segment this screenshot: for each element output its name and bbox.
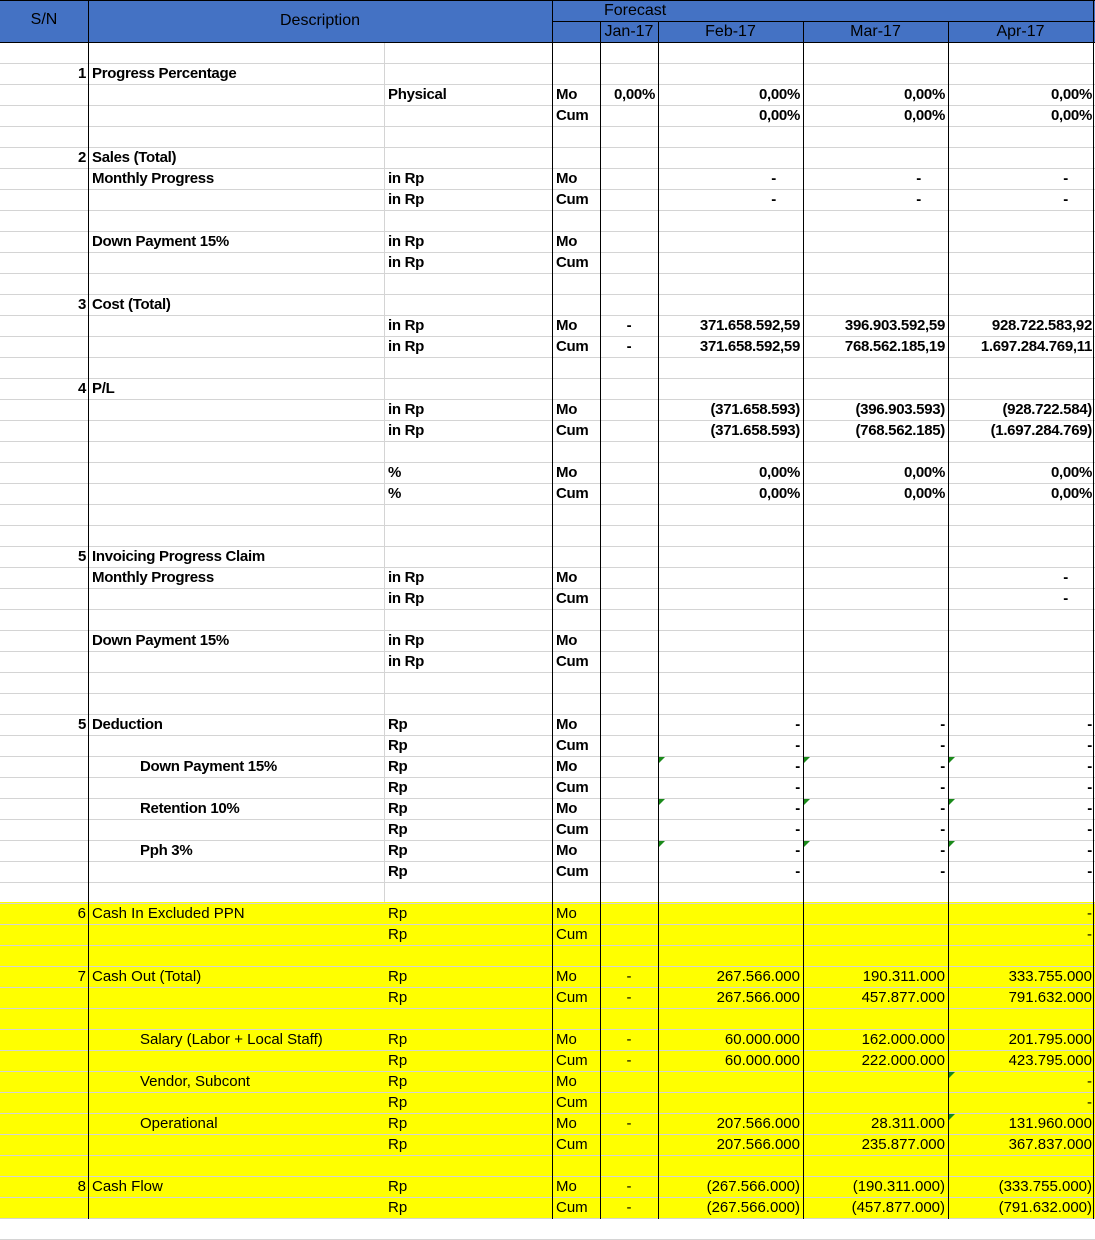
row-unit: in Rp	[388, 653, 424, 670]
value-feb: 0,00%	[758, 485, 800, 502]
value-jan: -	[626, 317, 632, 334]
value-apr: -	[1087, 737, 1092, 754]
value-mar: -	[940, 737, 945, 754]
value-apr: (1.697.284.769)	[990, 422, 1092, 439]
row-unit: Rp	[388, 1031, 408, 1048]
value-mar: (190.311.000)	[852, 1178, 945, 1195]
value-mar: 396.903.592,59	[844, 317, 945, 334]
value-mar: (457.877.000)	[851, 1199, 945, 1216]
table-row	[0, 651, 1095, 672]
row-sub-description: Down Payment 15%	[140, 758, 277, 775]
value-jan: -	[626, 968, 632, 985]
value-feb: (371.658.593)	[710, 401, 800, 418]
table-row	[0, 777, 1095, 798]
value-feb: 0,00%	[758, 464, 800, 481]
value-feb: -	[795, 779, 800, 796]
row-description: Cash In Excluded PPN	[92, 905, 245, 922]
value-mar: 0,00%	[903, 464, 945, 481]
gridline	[0, 693, 1095, 694]
value-mar: (768.562.185)	[855, 422, 945, 439]
cell-comment-marker	[804, 757, 810, 763]
row-mo-cum: Cum	[556, 1052, 588, 1069]
row-description: P/L	[92, 380, 115, 397]
value-jan: -	[626, 1052, 632, 1069]
value-feb: -	[795, 842, 800, 859]
gridline	[0, 882, 1095, 883]
value-mar: -	[940, 716, 945, 733]
value-feb: (267.566.000)	[706, 1178, 800, 1195]
value-apr: -	[1087, 1094, 1092, 1111]
table-row	[0, 84, 1095, 105]
table-row	[0, 987, 1095, 1008]
gridline	[0, 273, 1095, 274]
border-top	[0, 0, 1095, 1]
row-mo-cum: Cum	[556, 1094, 588, 1111]
header-month-mar: Mar-17	[850, 23, 901, 40]
value-mar: 0,00%	[903, 107, 945, 124]
value-mar: 0,00%	[903, 485, 945, 502]
gridline	[0, 357, 1095, 358]
value-mar: 0,00%	[903, 86, 945, 103]
row-mo-cum: Mo	[556, 842, 578, 859]
row-unit: in Rp	[388, 590, 424, 607]
value-apr: (333.755.000)	[998, 1178, 1092, 1195]
row-unit: Rp	[388, 863, 408, 880]
value-apr: -	[1063, 590, 1068, 607]
table-row	[0, 420, 1095, 441]
value-apr: 928.722.583,92	[991, 317, 1092, 334]
row-unit: Rp	[388, 968, 408, 985]
row-mo-cum: Mo	[556, 968, 577, 985]
table-row	[0, 462, 1095, 483]
value-apr: -	[1087, 716, 1092, 733]
row-description: Monthly Progress	[92, 569, 214, 586]
table-row	[0, 294, 1095, 315]
row-unit: Rp	[388, 1115, 408, 1132]
row-unit: in Rp	[388, 254, 424, 271]
value-feb: -	[795, 863, 800, 880]
row-mo-cum: Cum	[556, 107, 589, 124]
row-unit: Rp	[388, 1136, 408, 1153]
cell-comment-marker	[659, 841, 665, 847]
row-unit: Rp	[388, 821, 408, 838]
row-unit: Rp	[388, 1178, 408, 1195]
value-apr: 791.632.000	[1008, 989, 1092, 1006]
row-mo-cum: Mo	[556, 1115, 577, 1132]
row-mo-cum: Mo	[556, 317, 578, 334]
table-row	[0, 105, 1095, 126]
gridline	[0, 1155, 1095, 1156]
row-mo-cum: Cum	[556, 779, 589, 796]
row-mo-cum: Cum	[556, 926, 588, 943]
value-apr: -	[1087, 800, 1092, 817]
row-mo-cum: Cum	[556, 422, 589, 439]
row-unit: %	[388, 464, 402, 481]
table-row	[0, 798, 1095, 819]
row-unit: in Rp	[388, 317, 424, 334]
value-mar: 190.311.000	[862, 968, 945, 985]
row-unit: in Rp	[388, 569, 424, 586]
table-row	[0, 63, 1095, 84]
table-row	[0, 630, 1095, 651]
value-mar: 222.000.000	[861, 1052, 945, 1069]
row-description: Cash Flow	[92, 1178, 163, 1195]
value-mar: -	[940, 863, 945, 880]
value-mar: -	[940, 800, 945, 817]
table-row	[0, 588, 1095, 609]
gridline	[0, 525, 1095, 526]
row-mo-cum: Mo	[556, 758, 578, 775]
row-sub-description: Vendor, Subcont	[140, 1073, 251, 1090]
border-forecast-bottom	[552, 21, 1095, 22]
table-row	[0, 840, 1095, 861]
table-row	[0, 861, 1095, 882]
value-apr: -	[1087, 842, 1092, 859]
table-row	[0, 378, 1095, 399]
value-feb: -	[795, 737, 800, 754]
value-mar: 768.562.185,19	[844, 338, 945, 355]
row-mo-cum: Mo	[556, 1031, 577, 1048]
header-sn: S/N	[30, 11, 58, 28]
value-apr: -	[1087, 905, 1092, 922]
cell-comment-marker	[949, 1114, 955, 1120]
row-sub-description: Operational	[140, 1115, 218, 1132]
row-unit: Rp	[388, 905, 408, 922]
row-description: Cash Out (Total)	[92, 968, 202, 985]
table-row	[0, 1050, 1095, 1071]
row-mo-cum: Cum	[556, 1136, 588, 1153]
gridline	[0, 672, 1095, 673]
header-month-feb: Feb-17	[705, 23, 756, 40]
row-description: Monthly Progress	[92, 170, 214, 187]
value-apr: -	[1087, 821, 1092, 838]
row-unit: Rp	[388, 737, 408, 754]
value-mar: 162.000.000	[861, 1031, 945, 1048]
cell-comment-marker	[659, 799, 665, 805]
value-apr: 201.795.000	[1008, 1031, 1092, 1048]
row-mo-cum: Mo	[556, 800, 578, 817]
value-feb: 207.566.000	[716, 1115, 800, 1132]
row-number: 5	[77, 716, 86, 733]
row-unit: Rp	[388, 779, 408, 796]
table-row	[0, 399, 1095, 420]
table-row	[0, 336, 1095, 357]
value-mar: 235.877.000	[861, 1136, 945, 1153]
row-number: 4	[77, 380, 86, 397]
value-feb: -	[795, 758, 800, 775]
row-mo-cum: Cum	[556, 863, 589, 880]
gridline	[0, 609, 1095, 610]
table-row	[0, 1113, 1095, 1134]
row-unit: in Rp	[388, 170, 424, 187]
value-feb: -	[795, 800, 800, 817]
table-row	[0, 735, 1095, 756]
row-mo-cum: Cum	[556, 254, 589, 271]
value-apr: 1.697.284.769,11	[980, 338, 1092, 355]
table-row	[0, 189, 1095, 210]
row-description: Deduction	[92, 716, 163, 733]
row-mo-cum: Cum	[556, 1199, 588, 1216]
value-apr: (791.632.000)	[998, 1199, 1092, 1216]
row-description: Down Payment 15%	[92, 233, 229, 250]
row-mo-cum: Cum	[556, 338, 589, 355]
table-row	[0, 1176, 1095, 1197]
value-mar: -	[940, 821, 945, 838]
value-apr: -	[1087, 779, 1092, 796]
row-description: Invoicing Progress Claim	[92, 548, 265, 565]
value-mar: -	[916, 191, 921, 208]
value-apr: 131.960.000	[1008, 1115, 1092, 1132]
value-feb: 0,00%	[758, 86, 800, 103]
value-mar: -	[940, 779, 945, 796]
row-unit: Rp	[388, 842, 408, 859]
header-forecast: Forecast	[604, 2, 667, 19]
row-mo-cum: Cum	[556, 653, 589, 670]
row-mo-cum: Mo	[556, 86, 578, 103]
row-unit: Rp	[388, 1052, 408, 1069]
row-number: 1	[77, 65, 86, 82]
row-unit: in Rp	[388, 191, 424, 208]
value-apr: -	[1087, 1073, 1092, 1090]
table-row	[0, 168, 1095, 189]
row-mo-cum: Mo	[556, 905, 577, 922]
value-apr: 333.755.000	[1008, 968, 1092, 985]
row-mo-cum: Mo	[556, 233, 578, 250]
value-apr: 367.837.000	[1008, 1136, 1092, 1153]
value-apr: 423.795.000	[1008, 1052, 1092, 1069]
row-number: 3	[77, 296, 86, 313]
value-apr: 0,00%	[1050, 86, 1092, 103]
row-unit: in Rp	[388, 422, 424, 439]
value-feb: 371.658.592,59	[699, 338, 800, 355]
row-sub-description: Salary (Labor + Local Staff)	[140, 1031, 323, 1048]
row-unit: in Rp	[388, 632, 424, 649]
row-description: Progress Percentage	[92, 65, 237, 82]
row-description: Sales (Total)	[92, 149, 177, 166]
table-row	[0, 756, 1095, 777]
table-row	[0, 1197, 1095, 1218]
row-mo-cum: Mo	[556, 632, 578, 649]
value-feb: -	[771, 191, 776, 208]
row-description: Down Payment 15%	[92, 632, 229, 649]
row-number: 2	[77, 149, 86, 166]
value-feb: -	[771, 170, 776, 187]
border-header-bottom	[0, 42, 1095, 43]
row-description: Cost (Total)	[92, 296, 171, 313]
gridline	[0, 1008, 1095, 1009]
value-apr: 0,00%	[1050, 464, 1092, 481]
row-unit: Physical	[388, 86, 447, 103]
row-mo-cum: Cum	[556, 821, 589, 838]
table-row	[0, 924, 1095, 945]
value-feb: 267.566.000	[716, 968, 800, 985]
table-row	[0, 714, 1095, 735]
value-apr: -	[1063, 191, 1068, 208]
row-mo-cum: Cum	[556, 191, 589, 208]
value-jan: -	[626, 338, 632, 355]
value-feb: 267.566.000	[716, 989, 800, 1006]
value-mar: -	[940, 842, 945, 859]
value-feb: 207.566.000	[716, 1136, 800, 1153]
table-row	[0, 252, 1095, 273]
row-unit: Rp	[388, 800, 408, 817]
value-feb: (371.658.593)	[710, 422, 800, 439]
table-row	[0, 1071, 1095, 1092]
row-number: 5	[77, 548, 86, 565]
gridline	[0, 504, 1095, 505]
row-mo-cum: Cum	[556, 485, 589, 502]
row-number: 6	[77, 905, 86, 922]
cell-comment-marker	[804, 799, 810, 805]
value-apr: 0,00%	[1050, 485, 1092, 502]
table-row	[0, 147, 1095, 168]
header-month-apr: Apr-17	[996, 23, 1045, 40]
gridline	[0, 126, 1095, 127]
table-row	[0, 1029, 1095, 1050]
row-mo-cum: Cum	[556, 590, 589, 607]
row-unit: in Rp	[388, 401, 424, 418]
cell-comment-marker	[949, 799, 955, 805]
row-mo-cum: Cum	[556, 989, 588, 1006]
value-feb: 371.658.592,59	[699, 317, 800, 334]
value-mar: 457.877.000	[861, 989, 945, 1006]
cell-comment-marker	[949, 757, 955, 763]
value-feb: (267.566.000)	[706, 1199, 800, 1216]
value-jan: -	[626, 1115, 632, 1132]
row-unit: %	[388, 485, 402, 502]
row-unit: Rp	[388, 926, 408, 943]
value-mar: -	[916, 170, 921, 187]
value-mar: 28.311.000	[871, 1115, 945, 1132]
header-description: Description	[279, 12, 361, 29]
table-row	[0, 966, 1095, 987]
table-row	[0, 819, 1095, 840]
row-sub-description: Retention 10%	[140, 800, 240, 817]
header-month-jan: Jan-17	[604, 23, 654, 40]
value-apr: 0,00%	[1050, 107, 1092, 124]
value-jan: -	[626, 1199, 632, 1216]
table-row	[0, 231, 1095, 252]
row-number: 8	[77, 1178, 86, 1195]
row-number: 7	[77, 968, 86, 985]
value-jan: 0,00%	[613, 86, 655, 103]
value-apr: -	[1063, 569, 1068, 586]
row-mo-cum: Cum	[556, 737, 589, 754]
row-mo-cum: Mo	[556, 716, 578, 733]
row-mo-cum: Mo	[556, 464, 578, 481]
table-row	[0, 546, 1095, 567]
table-row	[0, 483, 1095, 504]
value-jan: -	[626, 989, 632, 1006]
row-unit: Rp	[388, 1073, 408, 1090]
row-mo-cum: Mo	[556, 1178, 577, 1195]
row-mo-cum: Mo	[556, 401, 578, 418]
value-apr: (928.722.584)	[1002, 401, 1092, 418]
table-row	[0, 1134, 1095, 1155]
value-feb: 0,00%	[758, 107, 800, 124]
cell-comment-marker	[949, 841, 955, 847]
value-jan: -	[626, 1031, 632, 1048]
value-apr: -	[1087, 926, 1092, 943]
row-mo-cum: Mo	[556, 569, 578, 586]
gridline	[0, 441, 1095, 442]
value-mar: (396.903.593)	[855, 401, 945, 418]
row-unit: Rp	[388, 1094, 408, 1111]
row-mo-cum: Mo	[556, 170, 578, 187]
value-feb: -	[795, 821, 800, 838]
table-row	[0, 1092, 1095, 1113]
gridline	[0, 945, 1095, 946]
value-mar: -	[940, 758, 945, 775]
gridline	[0, 210, 1095, 211]
table-row	[0, 903, 1095, 924]
cell-comment-marker	[659, 757, 665, 763]
table-row	[0, 315, 1095, 336]
row-sub-description: Pph 3%	[140, 842, 193, 859]
row-unit: Rp	[388, 989, 408, 1006]
value-jan: -	[626, 1178, 632, 1195]
value-apr: -	[1087, 863, 1092, 880]
value-feb: -	[795, 716, 800, 733]
row-unit: Rp	[388, 1199, 408, 1216]
value-apr: -	[1063, 170, 1068, 187]
value-feb: 60.000.000	[724, 1031, 800, 1048]
row-unit: Rp	[388, 716, 408, 733]
row-unit: in Rp	[388, 338, 424, 355]
value-apr: -	[1087, 758, 1092, 775]
value-feb: 60.000.000	[724, 1052, 800, 1069]
row-mo-cum: Mo	[556, 1073, 577, 1090]
table-row	[0, 567, 1095, 588]
cell-comment-marker	[804, 841, 810, 847]
row-unit: Rp	[388, 758, 408, 775]
cell-comment-marker	[949, 1072, 955, 1078]
row-unit: in Rp	[388, 233, 424, 250]
